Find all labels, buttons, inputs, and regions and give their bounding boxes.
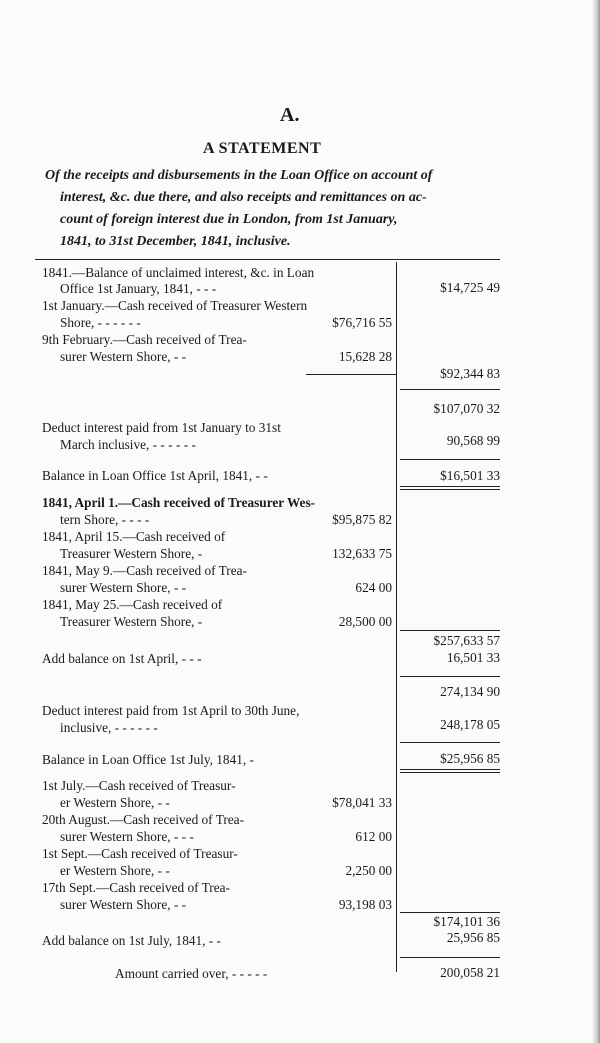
total-rule bbox=[400, 389, 500, 390]
balance-double-rule bbox=[400, 489, 500, 490]
inner-amount: 612 00 bbox=[355, 829, 392, 844]
inner-amount: $76,716 55 bbox=[332, 315, 392, 330]
entry-line: surer Western Shore, - - - bbox=[60, 829, 194, 844]
entry-line: 1841, May 9.—Cash received of Trea- bbox=[42, 563, 247, 578]
total-rule bbox=[400, 957, 500, 958]
inner-amount: 132,633 75 bbox=[332, 546, 392, 561]
balance-double-rule bbox=[400, 769, 500, 770]
total-rule bbox=[400, 630, 500, 631]
entry-line: 1841, May 25.—Cash received of bbox=[42, 597, 223, 612]
outer-amount: $25,956 85 bbox=[440, 751, 500, 766]
total-rule bbox=[400, 742, 500, 743]
inner-amount: 2,250 00 bbox=[345, 863, 392, 878]
entry-line: Amount carried over, - - - - - bbox=[115, 966, 268, 981]
entry-line: Add balance on 1st July, 1841, - - bbox=[42, 933, 221, 948]
total-rule bbox=[400, 676, 500, 677]
entry-line: Deduct interest paid from 1st April to 30th June, bbox=[42, 703, 300, 718]
entry-line: tern Shore, - - - - bbox=[60, 512, 150, 527]
page-edge-shadow bbox=[592, 0, 600, 1043]
entry-line: 1841, April 1.—Cash received of Treasurer Wes- bbox=[42, 495, 316, 510]
total-rule bbox=[400, 912, 500, 913]
entry-line: 1st January.—Cash received of Treasurer Western bbox=[42, 298, 308, 313]
outer-amount: $107,070 32 bbox=[433, 401, 500, 416]
appendix-letter: A. bbox=[280, 104, 300, 126]
subtitle-line: Of the receipts and disbursements in the Loan Office on account of bbox=[45, 168, 433, 183]
outer-amount: 90,568 99 bbox=[446, 433, 500, 448]
balance-double-rule bbox=[400, 486, 500, 487]
subtitle-line: interest, &c. due there, and also receipts and remittances on ac- bbox=[60, 190, 427, 205]
inner-amount: 624 00 bbox=[355, 580, 392, 595]
column-divider bbox=[396, 262, 397, 972]
subtotal-rule bbox=[306, 374, 396, 375]
subtitle-line: count of foreign interest due in London, from 1st January, bbox=[60, 212, 398, 227]
entry-line: 17th Sept.—Cash received of Trea- bbox=[42, 880, 230, 895]
balance-double-rule bbox=[400, 772, 500, 773]
entry-line: er Western Shore, - - bbox=[60, 795, 170, 810]
entry-line: 1841.—Balance of unclaimed interest, &c. in Loan bbox=[42, 265, 315, 280]
entry-line: March inclusive, - - - - - - bbox=[60, 437, 196, 452]
entry-line: 1st July.—Cash received of Treasur- bbox=[42, 778, 236, 793]
inner-amount: $95,875 82 bbox=[332, 512, 392, 527]
inner-amount: 28,500 00 bbox=[338, 614, 392, 629]
inner-amount: $78,041 33 bbox=[332, 795, 392, 810]
entry-line: er Western Shore, - - bbox=[60, 863, 170, 878]
entry-line: Treasurer Western Shore, - bbox=[60, 546, 203, 561]
outer-amount: $92,344 83 bbox=[440, 366, 500, 381]
outer-amount: $16,501 33 bbox=[440, 468, 500, 483]
outer-amount: 16,501 33 bbox=[446, 650, 500, 665]
inner-amount: 93,198 03 bbox=[338, 897, 392, 912]
outer-amount: 200,058 21 bbox=[440, 965, 500, 980]
entry-line: inclusive, - - - - - - bbox=[60, 720, 158, 735]
entry-line: Shore, - - - - - - bbox=[60, 315, 141, 330]
entry-line: 20th August.—Cash received of Trea- bbox=[42, 812, 245, 827]
entry-line: Balance in Loan Office 1st April, 1841, - - bbox=[42, 468, 268, 483]
entry-line: Add balance on 1st April, - - - bbox=[42, 651, 202, 666]
outer-amount: 25,956 85 bbox=[446, 930, 500, 945]
entry-line: Treasurer Western Shore, - bbox=[60, 614, 203, 629]
entry-line: Balance in Loan Office 1st July, 1841, - bbox=[42, 752, 254, 767]
entry-line: 1st Sept.—Cash received of Treasur- bbox=[42, 846, 238, 861]
entry-line: surer Western Shore, - - bbox=[60, 580, 187, 595]
outer-amount: 248,178 05 bbox=[440, 717, 500, 732]
outer-amount: $174,101 36 bbox=[433, 914, 500, 929]
statement-title: A STATEMENT bbox=[203, 140, 322, 157]
total-rule bbox=[400, 459, 500, 460]
outer-amount: $14,725 49 bbox=[440, 280, 500, 295]
subtitle-line: 1841, to 31st December, 1841, inclusive. bbox=[60, 234, 291, 249]
entry-line: Deduct interest paid from 1st January to 31st bbox=[42, 420, 281, 435]
outer-amount: 274,134 90 bbox=[440, 684, 500, 699]
inner-amount: 15,628 28 bbox=[338, 349, 392, 364]
entry-line: Office 1st January, 1841, - - - bbox=[60, 281, 217, 296]
entry-line: surer Western Shore, - - bbox=[60, 897, 187, 912]
entry-line: 1841, April 15.—Cash received of bbox=[42, 529, 226, 544]
outer-amount: $257,633 57 bbox=[433, 633, 500, 648]
entry-line: 9th February.—Cash received of Trea- bbox=[42, 332, 247, 347]
table-top-rule bbox=[35, 259, 500, 260]
entry-line: surer Western Shore, - - bbox=[60, 349, 187, 364]
